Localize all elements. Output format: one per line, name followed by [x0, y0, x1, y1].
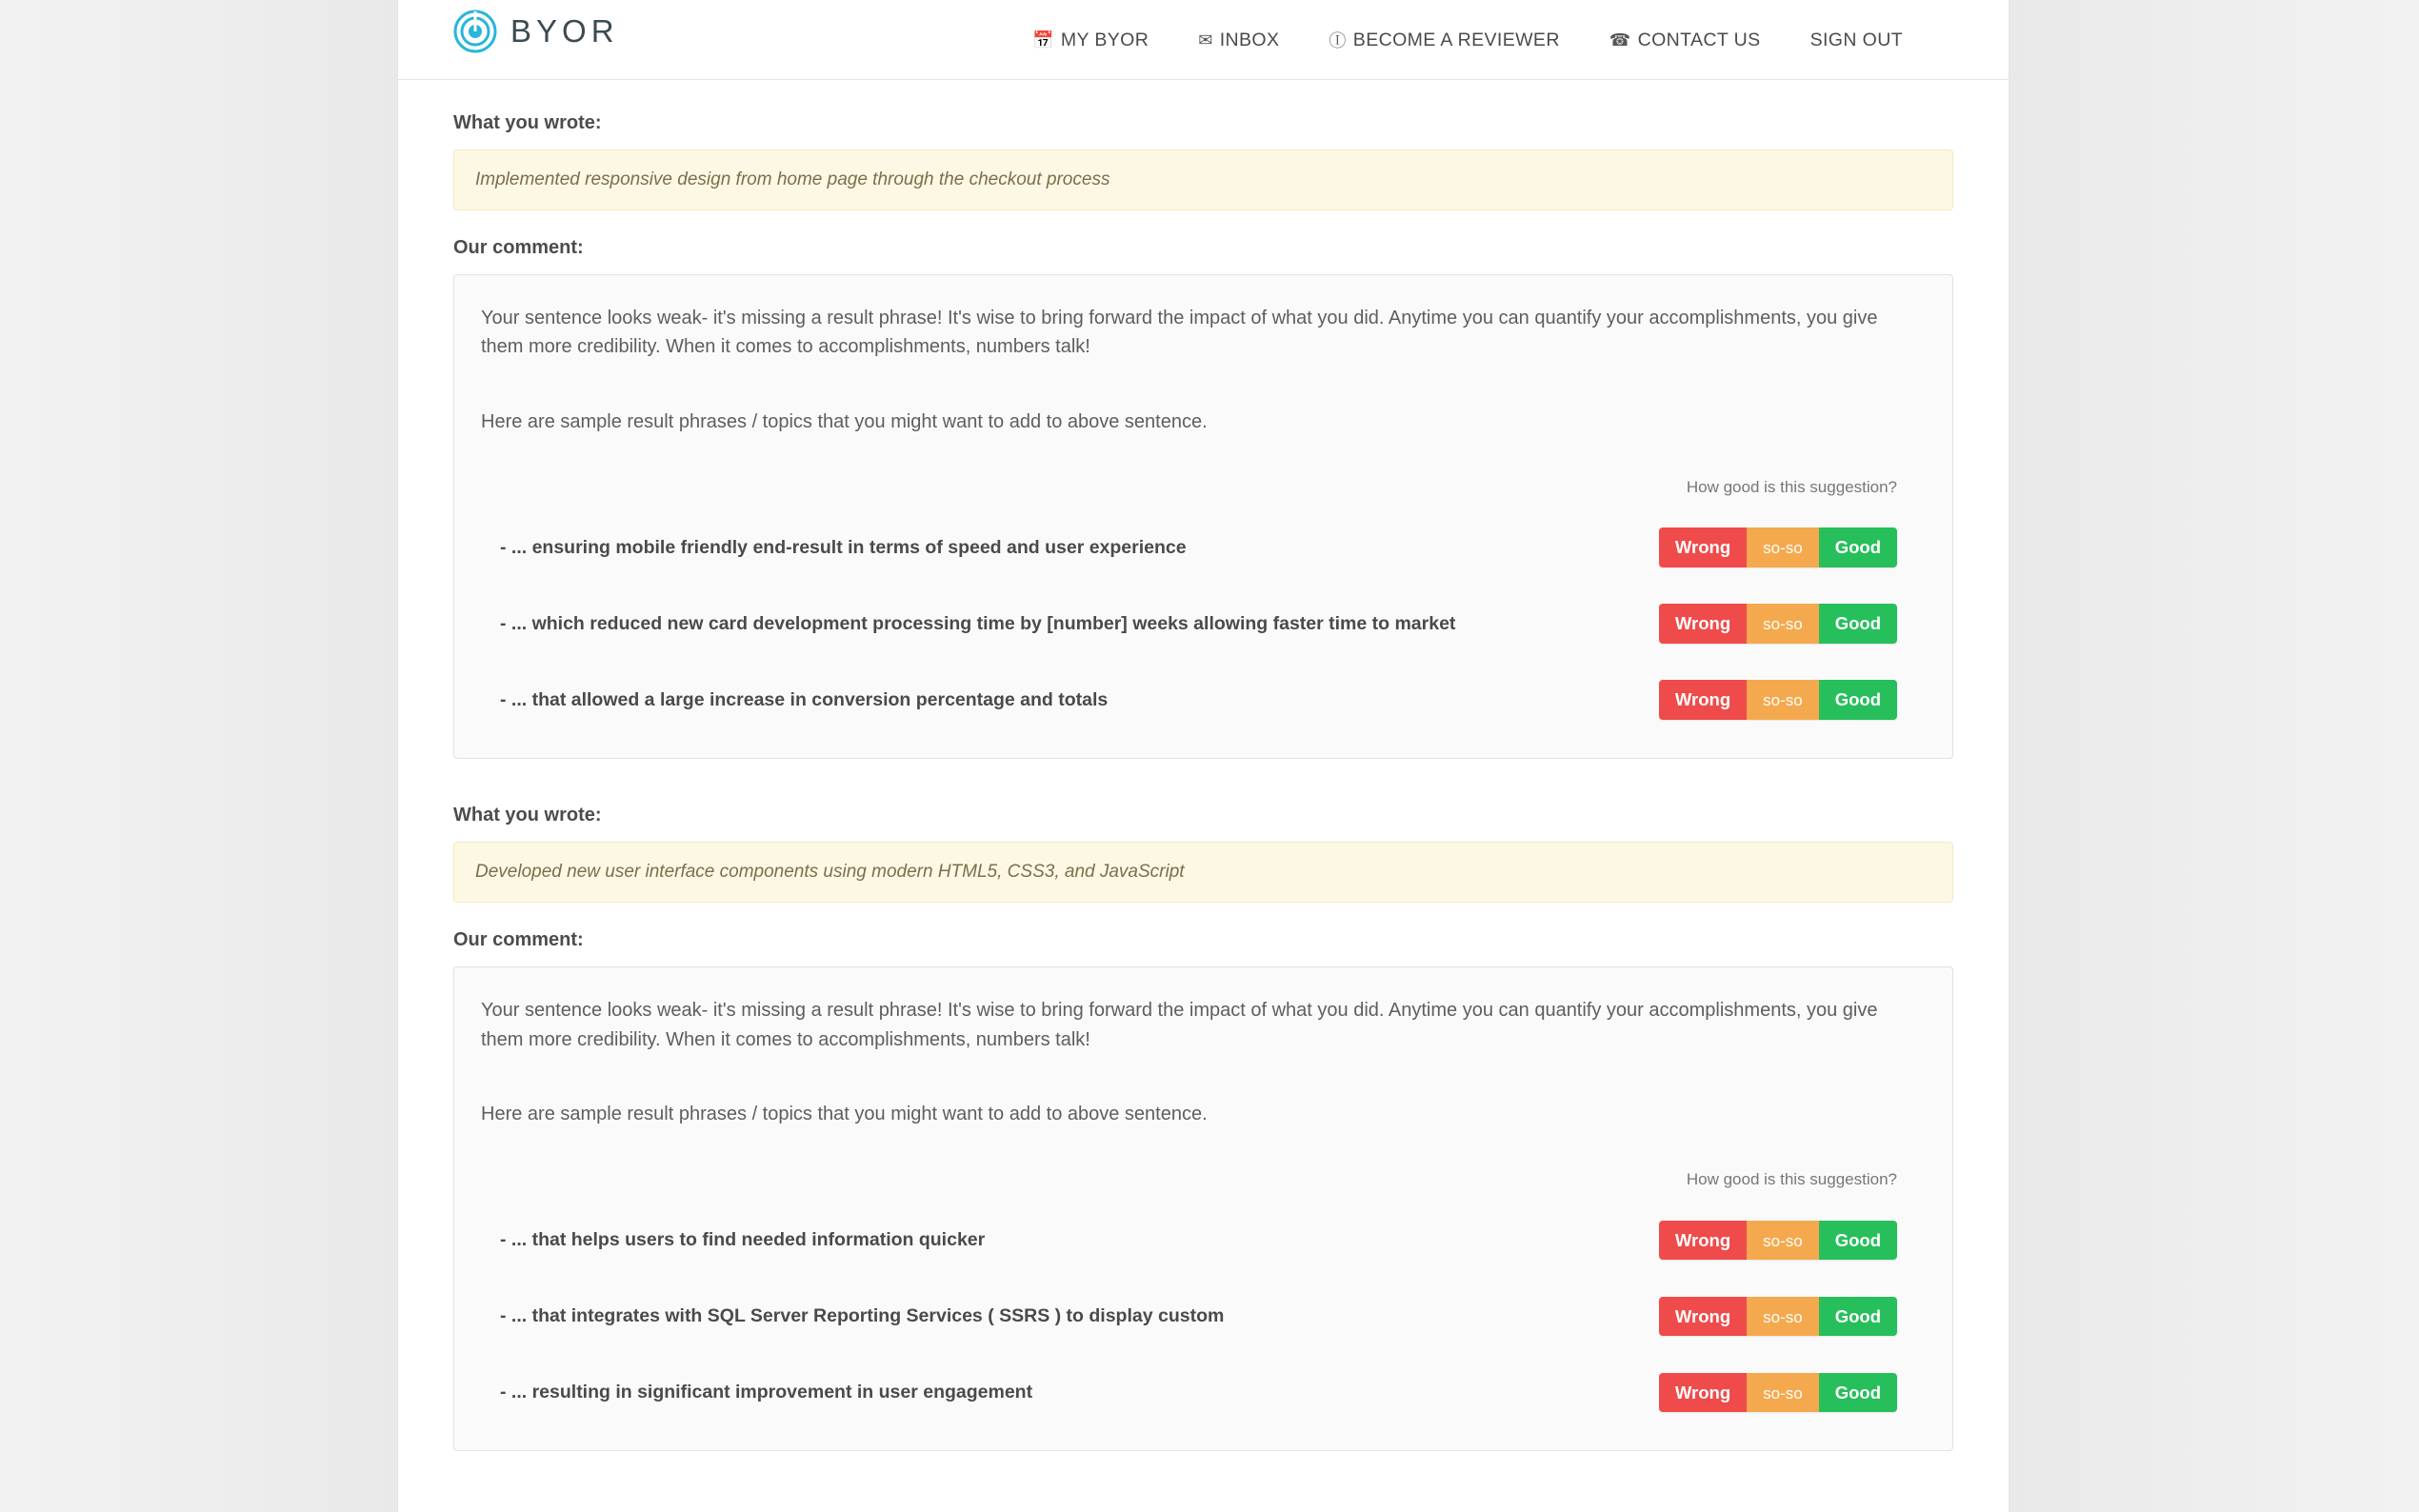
review-content — [398, 80, 2009, 1451]
rate-soso-button[interactable]: so-so — [1747, 1373, 1819, 1413]
rating-group — [1659, 527, 1897, 567]
what-you-wrote-label: What you wrote: — [453, 805, 602, 826]
nav-item-sign-out[interactable] — [1786, 30, 1928, 51]
suggestion-text: - ... ensuring mobile friendly end-result in terms of speed and user experience — [500, 536, 1187, 558]
rate-soso-button[interactable]: so-so — [1747, 527, 1819, 567]
rating-group — [1659, 604, 1897, 644]
nav-item-my-byor[interactable] — [1008, 30, 1173, 51]
rate-wrong-button[interactable]: Wrong — [1659, 527, 1747, 567]
nav-label: INBOX — [1219, 29, 1280, 50]
suggestion-row — [481, 1366, 1926, 1418]
rate-good-button[interactable]: Good — [1819, 527, 1897, 567]
byor-spiral-icon — [453, 10, 497, 53]
our-comment-label: Our comment: — [453, 929, 584, 951]
nav-item-become-a-reviewer[interactable] — [1304, 28, 1584, 52]
rate-wrong-button[interactable]: Wrong — [1659, 680, 1747, 720]
comment-paragraph-1: Your sentence looks weak- it's missing a result phrase! It's wise to bring forward the impact of what you did. Anytime you can quantify your accomplishments, you give them more credibility. When it comes to accomplishments, numbers talk! — [481, 1000, 1878, 1050]
rating-group — [1659, 1297, 1897, 1337]
brand-logo[interactable] — [453, 10, 619, 53]
rate-wrong-button[interactable]: Wrong — [1659, 1297, 1747, 1337]
how-good-label: How good is this suggestion? — [1686, 478, 1897, 497]
phone-icon: ☎ — [1609, 30, 1631, 50]
suggestion-text: - ... that integrates with SQL Server Reporting Services ( SSRS ) to display custom — [500, 1304, 1225, 1326]
comment-paragraph-2: Here are sample result phrases / topics that you might want to add to above sentence. — [481, 1103, 1208, 1124]
site-header — [398, 0, 2009, 80]
page-container — [397, 0, 2009, 1512]
nav-label: MY BYOR — [1060, 29, 1150, 50]
written-sentence: Developed new user interface components using modern HTML5, CSS3, and JavaScript — [453, 842, 1953, 903]
brand-name: BYOR — [510, 13, 619, 49]
suggestion-row — [481, 598, 1926, 649]
rating-group — [1659, 680, 1897, 720]
rate-wrong-button[interactable]: Wrong — [1659, 604, 1747, 644]
suggestion-row — [481, 674, 1926, 726]
rate-good-button[interactable]: Good — [1819, 1221, 1897, 1261]
how-good-label: How good is this suggestion? — [1686, 1170, 1897, 1189]
rate-soso-button[interactable]: so-so — [1747, 1297, 1819, 1337]
rate-soso-button[interactable]: so-so — [1747, 680, 1819, 720]
rate-soso-button[interactable]: so-so — [1747, 1221, 1819, 1261]
nav-label: CONTACT US — [1637, 29, 1761, 50]
rate-wrong-button[interactable]: Wrong — [1659, 1373, 1747, 1413]
envelope-icon: ✉ — [1198, 30, 1213, 50]
nav-label: BECOME A REVIEWER — [1352, 29, 1560, 50]
comment-paragraph-1: Your sentence looks weak- it's missing a result phrase! It's wise to bring forward the impact of what you did. Anytime you can quantify your accomplishments, you give them more credibility. When it comes to accomplishments, numbers talk! — [481, 308, 1878, 358]
review-block-2 — [453, 805, 1953, 1451]
suggestion-row — [481, 1290, 1926, 1342]
rate-good-button[interactable]: Good — [1819, 1297, 1897, 1337]
comment-panel — [453, 274, 1953, 759]
calendar-icon: 📅 — [1032, 30, 1054, 50]
our-comment-label: Our comment: — [453, 237, 584, 258]
comment-paragraph-2: Here are sample result phrases / topics that you might want to add to above sentence. — [481, 410, 1208, 432]
suggestion-text: - ... which reduced new card development processing time by [number] weeks allowing faster time to market — [500, 612, 1456, 634]
rate-good-button[interactable]: Good — [1819, 1373, 1897, 1413]
nav-label: SIGN OUT — [1809, 29, 1904, 50]
review-block-1 — [453, 112, 1953, 759]
what-you-wrote-label: What you wrote: — [453, 112, 602, 133]
info-circle-icon: Ⓘ — [1329, 31, 1347, 50]
suggestion-text: - ... resulting in significant improvement in user engagement — [500, 1381, 1033, 1403]
main-nav — [1008, 0, 1928, 80]
rate-good-button[interactable]: Good — [1819, 604, 1897, 644]
rate-good-button[interactable]: Good — [1819, 680, 1897, 720]
suggestion-row — [481, 522, 1926, 573]
comment-panel — [453, 966, 1953, 1451]
written-sentence: Implemented responsive design from home page through the checkout process — [453, 149, 1953, 210]
suggestion-row — [481, 1214, 1926, 1265]
suggestion-text: - ... that helps users to find needed information quicker — [500, 1228, 986, 1250]
rate-wrong-button[interactable]: Wrong — [1659, 1221, 1747, 1261]
suggestion-text: - ... that allowed a large increase in conversion percentage and totals — [500, 688, 1109, 710]
rating-group — [1659, 1221, 1897, 1261]
rating-group — [1659, 1373, 1897, 1413]
rate-soso-button[interactable]: so-so — [1747, 604, 1819, 644]
nav-item-contact-us[interactable] — [1585, 30, 1786, 51]
nav-item-inbox[interactable] — [1173, 30, 1304, 51]
